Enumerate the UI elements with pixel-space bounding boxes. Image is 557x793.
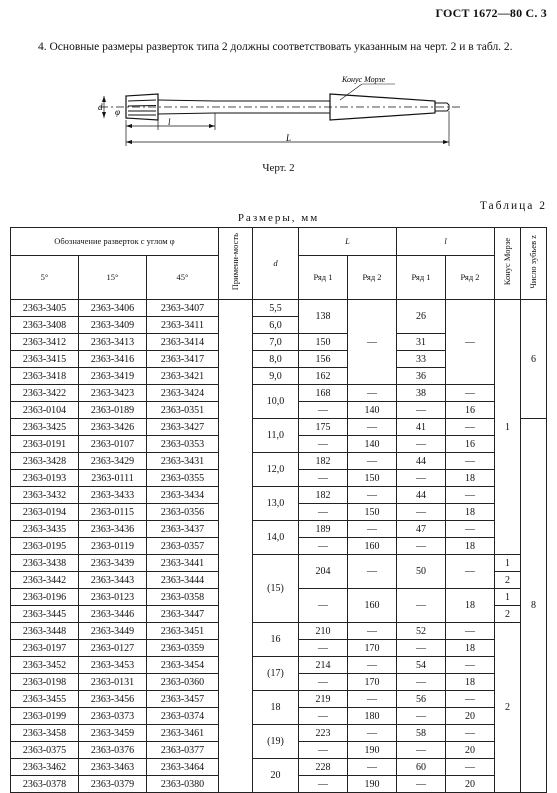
table-cell: 2 [495,572,521,589]
table-row [11,691,547,708]
table-cell: 2363-0358 [147,589,219,606]
table-cell: — [446,657,495,674]
table-cell: — [348,521,397,538]
table-cell: 2363-0378 [11,776,79,793]
table-cell: 2363-0360 [147,674,219,691]
table-cell: 38 [397,385,446,402]
table-cell: — [299,470,348,487]
table-cell: 2363-3421 [147,368,219,385]
table-cell: — [446,487,495,504]
table-cell: 2363-3453 [79,657,147,674]
table-cell: 150 [299,334,348,351]
table-cell: 50 [397,555,446,589]
table-cell: 160 [348,538,397,555]
table-cell: — [397,674,446,691]
table-row [11,300,547,317]
table-cell: 20 [446,708,495,725]
table-cell: 2363-3406 [79,300,147,317]
table-cell: 14,0 [253,521,299,555]
table-cell: — [348,657,397,674]
table-cell: 11,0 [253,419,299,453]
table-cell: 2363-3434 [147,487,219,504]
table-cell: 41 [397,419,446,436]
table-cell: 2363-0373 [79,708,147,725]
table-cell: (19) [253,725,299,759]
table-cell: 2363-0198 [11,674,79,691]
table-cell: 47 [397,521,446,538]
table-cell: 12,0 [253,453,299,487]
table-cell: 2363-0379 [79,776,147,793]
table-cell: 16 [446,436,495,453]
table-cell: 44 [397,487,446,504]
table-cell: 2363-0376 [79,742,147,759]
table-row [11,657,547,674]
table-cell: 16 [253,623,299,657]
table-cell: 204 [299,555,348,589]
table-cell: 2363-3441 [147,555,219,572]
table-cell: 2363-3437 [147,521,219,538]
table-cell: 2363-3433 [79,487,147,504]
table-cell: — [348,487,397,504]
table-cell: — [446,300,495,385]
table-cell: 2363-0127 [79,640,147,657]
table-cell: — [446,623,495,640]
table-cell: — [299,640,348,657]
applicability-header: Примени-мость [219,228,253,300]
table-cell: 2363-3459 [79,725,147,742]
table-cell: 140 [348,436,397,453]
table-cell: 2363-3432 [11,487,79,504]
L-label: L [286,133,292,143]
angle-15-header: 15° [79,256,147,300]
table-cell: 2363-3407 [147,300,219,317]
table-cell: 33 [397,351,446,368]
table-cell: 228 [299,759,348,776]
d-label: d [98,102,103,112]
table-cell: 150 [348,504,397,521]
L-row1-header: Ряд 1 [299,256,348,300]
table-cell: 2363-3429 [79,453,147,470]
table-cell: 2363-3455 [11,691,79,708]
table-cell: 2363-3414 [147,334,219,351]
table-cell: 2363-3443 [79,572,147,589]
table-cell: 2363-3411 [147,317,219,334]
table-cell: — [446,419,495,436]
table-cell: — [348,555,397,589]
table-cell: 2363-0115 [79,504,147,521]
table-cell: 2363-3463 [79,759,147,776]
table-cell: — [397,504,446,521]
table-cell: 58 [397,725,446,742]
teeth-header: Число зубьев z [521,228,547,300]
table-cell: — [397,708,446,725]
table-row [11,555,547,572]
table-cell: 2363-3417 [147,351,219,368]
table-cell: 9,0 [253,368,299,385]
table-cell: 2363-3409 [79,317,147,334]
table-cell: 2363-0193 [11,470,79,487]
table-cell: — [299,674,348,691]
table-cell: — [397,589,446,623]
table-row [11,521,547,538]
table-cell: — [299,742,348,759]
table-cell: (17) [253,657,299,691]
table-cell: 170 [348,674,397,691]
table-cell: 2363-3422 [11,385,79,402]
table-cell: 2363-0355 [147,470,219,487]
table-cell: 2363-3456 [79,691,147,708]
teeth-cell: 6 [521,300,547,419]
table-cell: 31 [397,334,446,351]
table-cell: 156 [299,351,348,368]
table-cell: 2363-3425 [11,419,79,436]
table-cell: — [348,759,397,776]
table-cell: 2363-0123 [79,589,147,606]
table-cell: — [348,691,397,708]
table-cell: 18 [253,691,299,725]
table-cell: 190 [348,742,397,759]
table-cell: 1 [495,589,521,606]
table-cell: — [299,589,348,623]
table-row [11,487,547,504]
table-cell: — [446,759,495,776]
table-cell: — [446,691,495,708]
table-cell: — [348,453,397,470]
table-cell: 2363-0191 [11,436,79,453]
table-cell: 7,0 [253,334,299,351]
table-cell: 2363-3464 [147,759,219,776]
table-cell: — [446,385,495,402]
table-cell: 2363-0189 [79,402,147,419]
table-cell: — [299,708,348,725]
table-cell: 2363-3449 [79,623,147,640]
table-cell: 18 [446,589,495,623]
table-caption: Таблица 2 [479,200,547,212]
table-cell: — [446,725,495,742]
table-cell: 170 [348,640,397,657]
table-cell: 150 [348,470,397,487]
table-cell: — [299,776,348,793]
table-cell: 2363-0107 [79,436,147,453]
table-cell: 44 [397,453,446,470]
table-cell: 190 [348,776,397,793]
table-cell: 2363-3438 [11,555,79,572]
table-cell: 2363-3428 [11,453,79,470]
table-cell: 2363-3457 [147,691,219,708]
table-row [11,725,547,742]
table-cell: 2363-3454 [147,657,219,674]
dimensions-table [10,227,547,793]
table-cell: 2363-3423 [79,385,147,402]
table-cell: 2363-0375 [11,742,79,759]
l-row2-header: Ряд 2 [446,256,495,300]
table-cell: — [397,742,446,759]
table-cell: 2363-0374 [147,708,219,725]
table-cell: 18 [446,674,495,691]
table-cell: 52 [397,623,446,640]
table-cell: 2 [495,606,521,623]
figure-caption: Черт. 2 [262,162,295,174]
table-cell: — [299,504,348,521]
l-row1-header: Ряд 1 [397,256,446,300]
table-cell: — [397,538,446,555]
cone-label: Конус Морзе [342,75,386,84]
table-cell: 182 [299,453,348,470]
L-header: L [299,228,397,256]
table-cell: 6,0 [253,317,299,334]
table-cell: — [446,555,495,589]
table-row [11,759,547,776]
table-cell: 2363-3462 [11,759,79,776]
table-cell: 2363-3419 [79,368,147,385]
table-cell: 16 [446,402,495,419]
table-cell: 2363-3445 [11,606,79,623]
table-cell: — [446,453,495,470]
table-cell: 2363-3408 [11,317,79,334]
table-cell: 2363-0357 [147,538,219,555]
table-cell: 2363-0104 [11,402,79,419]
table-cell: 2363-3416 [79,351,147,368]
d-header: d [253,228,299,300]
table-cell: 162 [299,368,348,385]
table-cell: 18 [446,470,495,487]
table-cell: 2363-3413 [79,334,147,351]
table-cell: 2363-3427 [147,419,219,436]
table-cell: 60 [397,759,446,776]
table-cell: 1 [495,555,521,572]
page-header: ГОСТ 1672—80 С. 3 [435,6,547,20]
angle-5-header: 5° [11,256,79,300]
table-cell: 20 [446,776,495,793]
table-cell: 2363-3418 [11,368,79,385]
table-cell: 2363-3442 [11,572,79,589]
table-cell: 138 [299,300,348,334]
table-cell: 36 [397,368,446,385]
table-cell: 2363-0119 [79,538,147,555]
table-cell: 2363-0196 [11,589,79,606]
table-cell: 2363-3444 [147,572,219,589]
table-cell: 2363-3436 [79,521,147,538]
table-cell: 2363-0195 [11,538,79,555]
table-cell: — [299,402,348,419]
table-cell: — [348,725,397,742]
table-cell: 18 [446,538,495,555]
table-cell: 2363-0359 [147,640,219,657]
table-row [11,419,547,436]
phi-label: φ [115,107,120,117]
table-cell: 2363-3424 [147,385,219,402]
table-cell: — [348,623,397,640]
l-header: l [397,228,495,256]
angle-45-header: 45° [147,256,219,300]
reamer-drawing [0,70,557,160]
table-cell: 180 [348,708,397,725]
table-cell: 2363-3439 [79,555,147,572]
table-cell: 2363-0351 [147,402,219,419]
table-cell: 8,0 [253,351,299,368]
table-cell: 2363-0197 [11,640,79,657]
l-label: l [168,117,171,127]
table-cell: 2363-0199 [11,708,79,725]
L-row2-header: Ряд 2 [348,256,397,300]
table-cell: 2363-0356 [147,504,219,521]
table-cell: 140 [348,402,397,419]
table-cell: 26 [397,300,446,334]
table-cell: (15) [253,555,299,623]
designation-header: Обозначение разверток с углом φ [11,228,219,256]
table-cell: — [397,470,446,487]
table-cell: 2363-3447 [147,606,219,623]
table-cell: — [299,538,348,555]
table-cell: 214 [299,657,348,674]
table-cell: — [397,436,446,453]
table-cell: 2 [495,623,521,793]
table-cell: 2363-0111 [79,470,147,487]
table-cell: 2363-0353 [147,436,219,453]
table-cell: 10,0 [253,385,299,419]
table-cell: 2363-0194 [11,504,79,521]
table-row [11,453,547,470]
table-cell: — [397,776,446,793]
table-cell: 223 [299,725,348,742]
table-cell: 2363-3448 [11,623,79,640]
table-cell: — [348,300,397,385]
table-cell: 2363-3415 [11,351,79,368]
table-cell: 160 [348,589,397,623]
table-cell: 182 [299,487,348,504]
table-cell: 2363-3435 [11,521,79,538]
table-cell: 2363-3452 [11,657,79,674]
table-cell: — [299,436,348,453]
table-cell: 2363-0131 [79,674,147,691]
table-cell: 219 [299,691,348,708]
table-cell: — [446,521,495,538]
table-cell: 210 [299,623,348,640]
table-title: Размеры, мм [237,212,320,224]
table-cell: 18 [446,504,495,521]
table-cell: 168 [299,385,348,402]
table-cell: — [348,419,397,436]
paragraph-4: 4. Основные размеры разверток типа 2 должны соответствовать указанным на черт. 2 и в табл. 2. [38,41,513,53]
applicability-cell [219,300,253,793]
table-cell: 18 [446,640,495,657]
table-cell: 2363-3431 [147,453,219,470]
table-cell: 2363-3412 [11,334,79,351]
teeth-cell: 8 [521,419,547,793]
cone-header: Конус Морзе [495,228,521,300]
table-cell: — [397,402,446,419]
table-row [11,385,547,402]
table-cell: 2363-0380 [147,776,219,793]
table-row [11,623,547,640]
table-cell: 2363-3461 [147,725,219,742]
table-cell: 56 [397,691,446,708]
table-cell: 20 [253,759,299,793]
table-cell: 189 [299,521,348,538]
cone-cell: 1 [495,300,521,555]
table-cell: 2363-3426 [79,419,147,436]
table-cell: 13,0 [253,487,299,521]
table-cell: — [397,640,446,657]
table-cell: 2363-0377 [147,742,219,759]
table-cell: 54 [397,657,446,674]
table-cell: 175 [299,419,348,436]
table-cell: 2363-3446 [79,606,147,623]
table-cell: 20 [446,742,495,759]
table-cell: 2363-3458 [11,725,79,742]
d-cell: 5,5 [253,300,299,317]
table-cell: 2363-3405 [11,300,79,317]
table-cell: 2363-3451 [147,623,219,640]
table-cell: — [348,385,397,402]
